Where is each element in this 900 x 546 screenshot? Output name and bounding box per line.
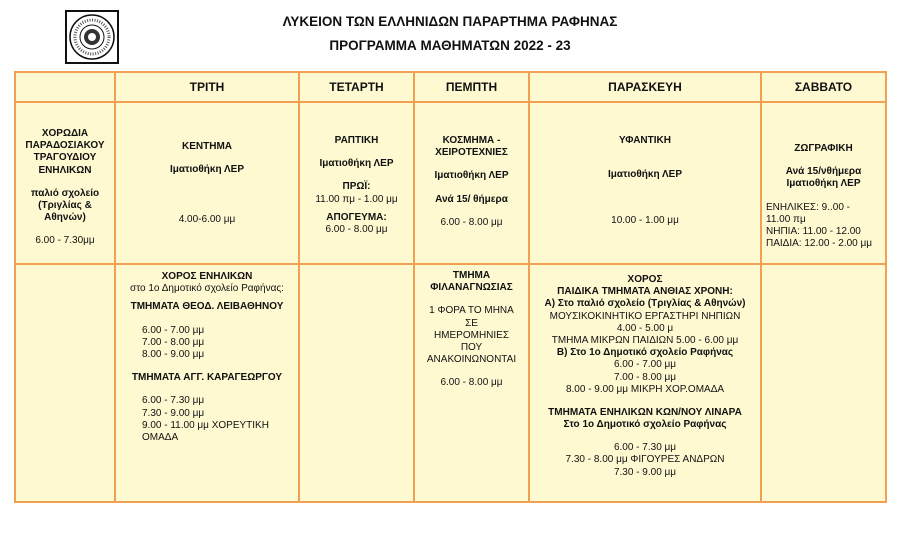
leivathinos-group-title: ΤΜΗΜΑΤΑ ΘΕΟΔ. ΛΕΙΒΑΘΗΝΟΥ [130, 301, 284, 313]
weaving-time: 10.00 - 1.00 μμ [611, 215, 679, 227]
karageorgou-time: 7.30 - 9.00 μμ [142, 407, 205, 419]
leivathinos-time: 6.00 - 7.00 μμ [142, 324, 205, 336]
embroidery-time: 4.00-6.00 μμ [178, 214, 236, 226]
jewelry-title: ΚΟΣΜΗΜΑ - [442, 135, 501, 146]
empty-cell [761, 264, 886, 502]
children-dance-subtitle: ΠΑΙΔΙΚΑ ΤΜΗΜΑΤΑ ΑΝΘΙΑΣ ΧΡΟΝΗ: [557, 286, 733, 298]
sewing-morning-time: 11.00 πμ - 1.00 μμ [315, 193, 398, 205]
choir-time: 6.00 - 7.30μμ [35, 235, 95, 247]
primary-school-line: 6.00 - 7.00 μμ [613, 359, 677, 371]
embroidery-title: ΚΕΝΤΗΜΑ [182, 141, 232, 152]
reading-club-frequency: ΑΝΑΚΟΙΝΩΝΟΝΤΑΙ [426, 354, 517, 366]
choir-place: Αθηνών) [44, 212, 86, 224]
old-school-line: ΤΜΗΜΑ ΜΙΚΡΩΝ ΠΑΙΔΙΩΝ 5.00 - 6.00 μμ [551, 334, 739, 346]
reading-club-time: 6.00 - 8.00 μμ [440, 377, 503, 389]
empty-cell [299, 264, 414, 502]
primary-school-line: 8.00 - 9.00 μμ ΜΙΚΡΗ ΧΟΡ.ΟΜΑΔΑ [565, 383, 725, 395]
column-header-saturday: ΣΑΒΒΑΤΟ [761, 72, 886, 102]
choir-title: ΕΝΗΛΙΚΩΝ [38, 164, 92, 176]
schedule-row [15, 102, 886, 264]
sewing-afternoon-label: ΑΠΟΓΕΥΜΑ: [326, 211, 387, 223]
column-header-thursday: ΠΕΜΠΤΗ [414, 72, 529, 102]
choir-title: ΤΡΑΓΟΥΔΙΟΥ [33, 152, 97, 164]
painting-title: ΖΩΓΡΑΦΙΚΗ [794, 143, 853, 154]
embroidery-place: Ιματιοθήκη ΛΕΡ [169, 164, 244, 176]
reading-club-frequency: ΣΕ [465, 317, 478, 329]
karageorgou-time: ΟΜΑΔΑ [142, 431, 179, 443]
sewing-place: Ιματιοθήκη ΛΕΡ [319, 158, 394, 170]
reading-club-title: ΦΙΛΑΝΑΓΝΩΣΙΑΣ [430, 282, 513, 294]
embroidery-cell [115, 102, 299, 264]
leivathinos-time: 7.00 - 8.00 μμ [142, 336, 205, 348]
linaras-time: 7.30 - 8.00 μμ ΦΙΓΟΥΡΕΣ ΑΝΔΡΩΝ [565, 454, 725, 466]
adult-dance-cell [115, 264, 299, 502]
page-title: ΛΥΚΕΙΟΝ ΤΩΝ ΕΛΛΗΝΙΔΩΝ ΠΑΡΑΡΤΗΜΑ ΡΑΦΗΝΑΣ [282, 14, 618, 29]
primary-school-label: Β) Στο 1ο Δημοτικό σχολείο Ραφήνας [556, 347, 734, 359]
choir-place: παλιό σχολείο [30, 187, 100, 199]
linaras-time: 7.30 - 9.00 μμ [613, 466, 677, 478]
sewing-cell [299, 102, 414, 264]
header-row [15, 72, 886, 102]
linaras-time: 6.00 - 7.30 μμ [613, 442, 677, 454]
painting-kids-time: ΠΑΙΔΙΑ: 12.00 - 2.00 μμ [766, 238, 873, 250]
old-school-label: Α) Στο παλιό σχολείο (Τριγλίας & Αθηνών) [544, 298, 746, 310]
choir-place: (Τριγλίας & [38, 199, 92, 211]
reading-club-frequency: ΗΜΕΡΟΜΗΝΙΕΣ [433, 329, 510, 341]
karageorgou-time: 6.00 - 7.30 μμ [142, 395, 205, 407]
jewelry-title: ΧΕΙΡΟΤΕΧΝΙΕΣ [435, 147, 508, 159]
reading-club-cell [414, 264, 529, 502]
sewing-title: ΡΑΠΤΙΚΗ [334, 135, 379, 146]
adult-dance-location: στο 1ο Δημοτικό σχολείο Ραφήνας: [130, 283, 284, 295]
weaving-cell [529, 102, 761, 264]
weaving-place: Ιματιοθήκη ΛΕΡ [607, 169, 682, 181]
old-school-line: ΜΟΥΣΙΚΟΚΙΝΗΤΙΚΟ ΕΡΓΑΣΤΗΡΙ ΝΗΠΙΩΝ [549, 310, 741, 322]
sewing-morning-label: ΠΡΩΪ: [342, 181, 371, 193]
painting-cell [761, 102, 886, 264]
painting-place: Ιματιοθήκη ΛΕΡ [786, 178, 861, 190]
schedule-row [15, 264, 886, 502]
reading-club-frequency: 1 ΦΟΡΑ ΤΟ ΜΗΝΑ [429, 305, 514, 317]
children-dance-cell [529, 264, 761, 502]
column-header-wednesday: ΤΕΤΑΡΤΗ [299, 72, 414, 102]
page-subtitle: ΠΡΟΓΡΑΜΜΑ ΜΑΘΗΜΑΤΩΝ 2022 - 23 [329, 38, 571, 53]
column-header-friday: ΠΑΡΑΣΚΕΥΗ [529, 72, 761, 102]
weaving-title: ΥΦΑΝΤΙΚΗ [618, 135, 671, 146]
choir-title: ΧΟΡΩΔΙΑ [41, 128, 89, 139]
painting-frequency: Ανά 15/νθήμερα [785, 166, 862, 178]
reading-club-frequency: ΠΟΥ [460, 341, 483, 353]
schedule-table [14, 71, 887, 503]
sewing-afternoon-time: 6.00 - 8.00 μμ [325, 223, 388, 235]
jewelry-time: 6.00 - 8.00 μμ [440, 216, 503, 228]
jewelry-place: Ιματιοθήκη ΛΕΡ [434, 170, 509, 182]
leivathinos-time: 8.00 - 9.00 μμ [142, 348, 205, 360]
children-dance-title: ΧΟΡΟΣ [627, 274, 663, 285]
adult-dance-title: ΧΟΡΟΣ ΕΝΗΛΙΚΩΝ [161, 271, 253, 282]
jewelry-frequency: Ανά 15/ θήμερα [435, 193, 508, 205]
choir-cell [15, 102, 115, 264]
empty-cell [15, 264, 115, 502]
choir-title: ΠΑΡΑΔΟΣΙΑΚΟΥ [25, 140, 105, 152]
karageorgou-time: 9.00 - 11.00 μμ ΧΟΡΕΥΤΙΚΗ [142, 419, 269, 431]
old-school-line: 4.00 - 5.00 μ [616, 322, 674, 334]
linaras-group-title: ΤΜΗΜΑΤΑ ΕΝΗΛΙΚΩΝ ΚΩΝ/ΝΟΥ ΛΙΝΑΡΑ [548, 406, 742, 418]
linaras-location: Στο 1ο Δημοτικό σχολείο Ραφήνας [563, 419, 727, 431]
column-header-tuesday: ΤΡΙΤΗ [115, 72, 299, 102]
column-header-empty [15, 72, 115, 102]
painting-adults-time: 11.00 πμ [766, 213, 806, 225]
karageorgou-group-title: ΤΜΗΜΑΤΑ ΑΓΓ. ΚΑΡΑΓΕΩΡΓΟΥ [131, 372, 283, 384]
painting-adults-time: ΕΝΗΛΙΚΕΣ: 9..00 - [766, 201, 850, 213]
primary-school-line: 7.00 - 8.00 μμ [613, 371, 677, 383]
reading-club-title: ΤΜΗΜΑ [452, 270, 491, 281]
painting-infants-time: ΝΗΠΙΑ: 11.00 - 12.00 [766, 225, 861, 237]
jewelry-cell [414, 102, 529, 264]
